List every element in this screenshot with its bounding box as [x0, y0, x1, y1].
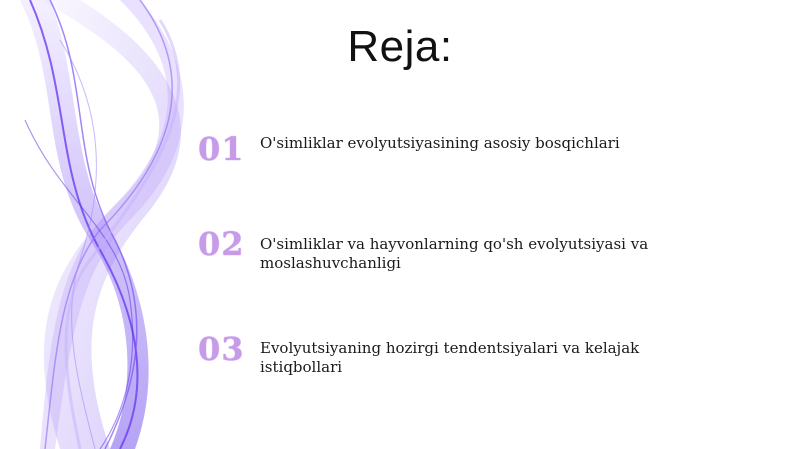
agenda-item-number: 01 — [198, 130, 245, 168]
agenda-item-text: Evolyutsiyaning hozirgi tendentsiyalari va kelajak istiqbollari — [260, 339, 640, 376]
agenda-item-number: 02 — [198, 225, 245, 263]
purple-smoke-ribbon-decoration — [0, 0, 220, 449]
agenda-item-text: O'simliklar evolyutsiyasining asosiy bosqichlari — [260, 134, 620, 152]
agenda-item-text: O'simliklar va hayvonlarning qo'sh evolyutsiyasi va moslashuvchanligi — [260, 235, 649, 272]
page-title: Reja: — [347, 22, 453, 71]
agenda-item-number: 03 — [198, 330, 245, 368]
